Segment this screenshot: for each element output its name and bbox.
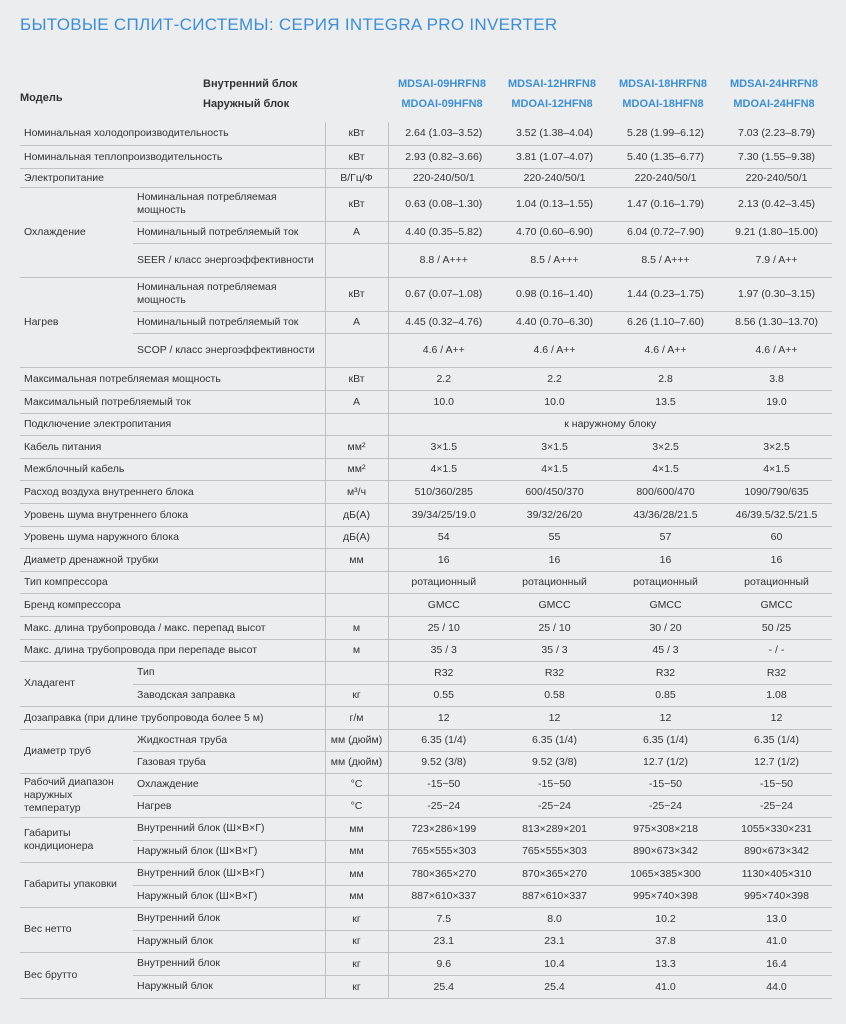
outdoor-model: MDOAI-12HFN8 [511, 98, 593, 110]
row-value: 39/34/25/19.0 [388, 503, 499, 526]
row-unit: мм [325, 862, 388, 885]
row-value: GMCC [388, 593, 499, 616]
table-row [20, 413, 832, 435]
table-row [20, 751, 832, 773]
row-value: 600/450/370 [499, 480, 610, 503]
row-label: Внутренний блок [133, 952, 325, 975]
row-value: 2.2 [499, 367, 610, 390]
row-value: 0.58 [499, 684, 610, 706]
row-value: к наружному блоку [388, 413, 832, 435]
row-label: Внутренний блок [133, 907, 325, 930]
row-label: Наружный блок [133, 975, 325, 998]
row-group-label: Габариты упаковки [20, 862, 133, 907]
row-value: -15~50 [499, 773, 610, 795]
row-value: GMCC [499, 593, 610, 616]
row-value: 4×1.5 [499, 458, 610, 480]
row-value: 3×2.5 [610, 435, 721, 458]
row-value: ротационный [388, 571, 499, 593]
row-value: - / - [721, 639, 832, 661]
table-row [20, 593, 832, 616]
row-value: 220-240/50/1 [388, 168, 499, 187]
row-value: 813×289×201 [499, 817, 610, 840]
row-value: 6.26 (1.10–7.60) [610, 311, 721, 333]
row-value: -25~24 [610, 795, 721, 817]
row-value: 13.5 [610, 390, 721, 413]
row-value: 2.2 [388, 367, 499, 390]
row-unit: мм (дюйм) [325, 751, 388, 773]
row-label: Номинальная холодопроизводительность [20, 122, 325, 145]
row-value: 3.81 (1.07–4.07) [499, 145, 610, 168]
row-group-label: Хладагент [20, 661, 133, 706]
table-row [20, 773, 832, 795]
row-value: 41.0 [721, 930, 832, 952]
row-unit [325, 571, 388, 593]
row-value: 16 [388, 548, 499, 571]
row-value: 57 [610, 526, 721, 548]
row-value: 780×365×270 [388, 862, 499, 885]
row-unit [325, 243, 388, 277]
table-row [20, 435, 832, 458]
outdoor-model: MDOAI-09HFN8 [401, 98, 483, 110]
table-row [20, 311, 832, 333]
row-label: Межблочный кабель [20, 458, 325, 480]
row-value: 44.0 [721, 975, 832, 998]
row-value: 800/600/470 [610, 480, 721, 503]
row-value: 887×610×337 [388, 885, 499, 907]
row-unit: А [325, 390, 388, 413]
row-value: 12 [499, 706, 610, 729]
row-label: Тип [133, 661, 325, 684]
outdoor-model: MDOAI-18HFN8 [622, 98, 704, 110]
row-value: 890×673×342 [721, 840, 832, 862]
row-label: Уровень шума внутреннего блока [20, 503, 325, 526]
row-unit: г/м [325, 706, 388, 729]
indoor-model: MDSAI-12HRFN8 [507, 78, 596, 90]
row-value: 1.08 [721, 684, 832, 706]
row-value: 9.52 (3/8) [388, 751, 499, 773]
table-row [20, 661, 832, 684]
row-value: -25~24 [499, 795, 610, 817]
row-group-label: Вес брутто [20, 952, 133, 998]
row-value: 765×555×303 [499, 840, 610, 862]
row-label: Внутренний блок (Ш×В×Г) [133, 862, 325, 885]
table-row [20, 639, 832, 661]
row-unit: кг [325, 907, 388, 930]
table-row [20, 706, 832, 729]
row-label: Дозаправка (при длине трубопровода более 5 м) [20, 706, 325, 729]
row-value: 1065×385×300 [610, 862, 721, 885]
row-value: 510/360/285 [388, 480, 499, 503]
row-value: 7.9 / A++ [721, 243, 832, 277]
row-unit: В/Гц/Ф [325, 168, 388, 187]
row-value: 2.64 (1.03–3.52) [388, 122, 499, 145]
row-value: 16 [499, 548, 610, 571]
row-value: 5.28 (1.99–6.12) [610, 122, 721, 145]
row-value: 10.0 [388, 390, 499, 413]
row-value: 975×308×218 [610, 817, 721, 840]
row-value: 220-240/50/1 [610, 168, 721, 187]
table-row [20, 684, 832, 706]
row-unit: кг [325, 952, 388, 975]
row-value: 4.6 / A++ [721, 333, 832, 367]
row-value: 37.8 [610, 930, 721, 952]
row-value: 4.45 (0.32–4.76) [388, 311, 499, 333]
row-value: 12 [388, 706, 499, 729]
row-value: 890×673×342 [610, 840, 721, 862]
row-unit: мм² [325, 435, 388, 458]
row-value: 39/32/26/20 [499, 503, 610, 526]
row-unit: кг [325, 930, 388, 952]
table-row [20, 729, 832, 751]
row-value: 4×1.5 [388, 458, 499, 480]
row-value: 1.04 (0.13–1.55) [499, 187, 610, 221]
row-value: ротационный [499, 571, 610, 593]
row-label: Подключение электропитания [20, 413, 325, 435]
row-value: -25~24 [721, 795, 832, 817]
row-label: Номинальная теплопроизводительность [20, 145, 325, 168]
table-row [20, 458, 832, 480]
row-value: 1.97 (0.30–3.15) [721, 277, 832, 311]
row-label: Кабель питания [20, 435, 325, 458]
row-value: 8.8 / A+++ [388, 243, 499, 277]
row-value: 723×286×199 [388, 817, 499, 840]
row-value: -15~50 [388, 773, 499, 795]
table-row [20, 616, 832, 639]
row-value: R32 [610, 661, 721, 684]
page-title: БЫТОВЫЕ СПЛИТ-СИСТЕМЫ: СЕРИЯ INTEGRA PRO INVERTER [20, 15, 558, 34]
row-value: 25.4 [499, 975, 610, 998]
row-value: 6.35 (1/4) [610, 729, 721, 751]
row-value: 43/36/28/21.5 [610, 503, 721, 526]
row-value: 4.40 (0.35–5.82) [388, 221, 499, 243]
row-value: 5.40 (1.35–6.77) [610, 145, 721, 168]
row-value: 0.98 (0.16–1.40) [499, 277, 610, 311]
row-unit: мм² [325, 458, 388, 480]
row-group-label: Охлаждение [20, 187, 133, 277]
row-label: Максимальный потребляемый ток [20, 390, 325, 413]
row-value: 16 [610, 548, 721, 571]
row-unit: кВт [325, 277, 388, 311]
table-row [20, 390, 832, 413]
row-value: R32 [499, 661, 610, 684]
row-value: 995×740×398 [721, 885, 832, 907]
row-group-label: Рабочий диапазон наружных температур [20, 773, 133, 817]
row-unit: м [325, 639, 388, 661]
row-unit: дБ(А) [325, 503, 388, 526]
row-unit: °С [325, 773, 388, 795]
row-value: ротационный [721, 571, 832, 593]
row-label: Уровень шума наружного блока [20, 526, 325, 548]
row-value: 45 / 3 [610, 639, 721, 661]
row-unit: мм [325, 885, 388, 907]
row-value: 35 / 3 [388, 639, 499, 661]
row-value: 4.6 / A++ [499, 333, 610, 367]
row-group-label: Вес нетто [20, 907, 133, 952]
row-unit: А [325, 221, 388, 243]
row-value: 30 / 20 [610, 616, 721, 639]
row-value: 870×365×270 [499, 862, 610, 885]
row-unit [325, 661, 388, 684]
row-value: 2.8 [610, 367, 721, 390]
row-unit: кВт [325, 367, 388, 390]
row-value: 10.0 [499, 390, 610, 413]
row-value: 19.0 [721, 390, 832, 413]
row-value: 35 / 3 [499, 639, 610, 661]
row-value: 3.8 [721, 367, 832, 390]
row-value: 4.40 (0.70–6.30) [499, 311, 610, 333]
row-value: 13.0 [721, 907, 832, 930]
table-row [20, 122, 832, 145]
row-label: Охлаждение [133, 773, 325, 795]
row-value: 9.21 (1.80–15.00) [721, 221, 832, 243]
table-row [20, 840, 832, 862]
row-label: Номинальный потребляемый ток [133, 311, 325, 333]
row-value: 9.52 (3/8) [499, 751, 610, 773]
row-unit: дБ(А) [325, 526, 388, 548]
table-row [20, 952, 832, 975]
row-value: 0.55 [388, 684, 499, 706]
row-unit: кг [325, 684, 388, 706]
row-unit: мм [325, 548, 388, 571]
row-group-label: Диаметр труб [20, 729, 133, 773]
row-value: GMCC [721, 593, 832, 616]
row-value: 10.2 [610, 907, 721, 930]
row-group-label: Нагрев [20, 277, 133, 367]
row-value: 6.04 (0.72–7.90) [610, 221, 721, 243]
row-value: 16 [721, 548, 832, 571]
table-row [20, 817, 832, 840]
table-row [20, 526, 832, 548]
row-value: 6.35 (1/4) [499, 729, 610, 751]
row-value: 0.67 (0.07–1.08) [388, 277, 499, 311]
row-value: 220-240/50/1 [499, 168, 610, 187]
row-label: Номинальная потребляемая мощность [133, 277, 325, 311]
row-value: 4×1.5 [721, 458, 832, 480]
row-value: GMCC [610, 593, 721, 616]
row-value: 23.1 [499, 930, 610, 952]
indoor-model: MDSAI-09HRFN8 [397, 78, 486, 90]
row-value: 16.4 [721, 952, 832, 975]
row-value: 4.70 (0.60–6.90) [499, 221, 610, 243]
row-value: 46/39.5/32.5/21.5 [721, 503, 832, 526]
row-unit: кВт [325, 187, 388, 221]
row-value: 887×610×337 [499, 885, 610, 907]
row-value: 10.4 [499, 952, 610, 975]
table-row [20, 168, 832, 187]
table-row [20, 930, 832, 952]
row-value: 4.6 / A++ [388, 333, 499, 367]
table-row [20, 548, 832, 571]
row-value: 0.85 [610, 684, 721, 706]
row-value: 25 / 10 [499, 616, 610, 639]
table-row [20, 277, 832, 311]
row-label: Наружный блок [133, 930, 325, 952]
row-unit: кВт [325, 145, 388, 168]
row-label: Наружный блок (Ш×В×Г) [133, 885, 325, 907]
row-value: 12.7 (1/2) [721, 751, 832, 773]
row-unit: мм [325, 817, 388, 840]
row-value: 1.44 (0.23–1.75) [610, 277, 721, 311]
row-unit [325, 333, 388, 367]
row-value: 1.47 (0.16–1.79) [610, 187, 721, 221]
row-value: 60 [721, 526, 832, 548]
row-value: 7.5 [388, 907, 499, 930]
row-value: 3×1.5 [499, 435, 610, 458]
table-row [20, 975, 832, 998]
table-row [20, 221, 832, 243]
row-label: SCOP / класс энергоэффективности [133, 333, 325, 367]
row-value: 2.13 (0.42–3.45) [721, 187, 832, 221]
row-label: Макс. длина трубопровода / макс. перепад высот [20, 616, 325, 639]
row-value: 8.0 [499, 907, 610, 930]
row-value: 3.52 (1.38–4.04) [499, 122, 610, 145]
table-row [20, 503, 832, 526]
row-value: -25~24 [388, 795, 499, 817]
row-value: 6.35 (1/4) [388, 729, 499, 751]
indoor-model: MDSAI-18HRFN8 [618, 78, 707, 90]
row-unit: кг [325, 975, 388, 998]
row-value: 1055×330×231 [721, 817, 832, 840]
table-row [20, 187, 832, 221]
row-label: Газовая труба [133, 751, 325, 773]
row-value: 13.3 [610, 952, 721, 975]
row-unit: м³/ч [325, 480, 388, 503]
indoor-model: MDSAI-24HRFN8 [729, 78, 818, 90]
table-row [20, 367, 832, 390]
row-label: Диаметр дренажной трубки [20, 548, 325, 571]
row-value: 995×740×398 [610, 885, 721, 907]
row-unit: кВт [325, 122, 388, 145]
row-unit: мм [325, 840, 388, 862]
row-value: 4×1.5 [610, 458, 721, 480]
row-value: 765×555×303 [388, 840, 499, 862]
table-row [20, 885, 832, 907]
row-value: R32 [388, 661, 499, 684]
row-value: 8.5 / A+++ [610, 243, 721, 277]
row-value: 12 [610, 706, 721, 729]
row-value: 0.63 (0.08–1.30) [388, 187, 499, 221]
spec-table [20, 122, 832, 999]
row-value: 54 [388, 526, 499, 548]
row-value: 12.7 (1/2) [610, 751, 721, 773]
table-row [20, 243, 832, 277]
table-row [20, 480, 832, 503]
table-row [20, 795, 832, 817]
row-label: Макс. длина трубопровода при перепаде высот [20, 639, 325, 661]
row-unit: °С [325, 795, 388, 817]
row-value: 3×2.5 [721, 435, 832, 458]
row-label: Номинальный потребляемый ток [133, 221, 325, 243]
row-group-label: Габариты кондиционера [20, 817, 133, 862]
row-label: Наружный блок (Ш×В×Г) [133, 840, 325, 862]
indoor-label: Внутренний блок [203, 78, 298, 90]
row-value: 220-240/50/1 [721, 168, 832, 187]
row-value: R32 [721, 661, 832, 684]
row-label: Жидкостная труба [133, 729, 325, 751]
row-label: Расход воздуха внутреннего блока [20, 480, 325, 503]
row-label: Максимальная потребляемая мощность [20, 367, 325, 390]
row-value: 23.1 [388, 930, 499, 952]
row-label: Бренд компрессора [20, 593, 325, 616]
row-value: 1090/790/635 [721, 480, 832, 503]
row-label: Заводская заправка [133, 684, 325, 706]
row-value: 3×1.5 [388, 435, 499, 458]
row-value: -15~50 [610, 773, 721, 795]
row-value: 7.30 (1.55–9.38) [721, 145, 832, 168]
row-label: Внутренний блок (Ш×В×Г) [133, 817, 325, 840]
row-value: 8.56 (1.30–13.70) [721, 311, 832, 333]
outdoor-model: MDOAI-24HFN8 [733, 98, 815, 110]
row-label: SEER / класс энергоэффективности [133, 243, 325, 277]
row-unit [325, 413, 388, 435]
row-value: -15~50 [721, 773, 832, 795]
table-row [20, 907, 832, 930]
row-value: 25 / 10 [388, 616, 499, 639]
row-value: 9.6 [388, 952, 499, 975]
row-value: 4.6 / A++ [610, 333, 721, 367]
row-label: Тип компрессора [20, 571, 325, 593]
row-value: 50 /25 [721, 616, 832, 639]
row-unit: мм (дюйм) [325, 729, 388, 751]
row-value: 12 [721, 706, 832, 729]
table-row [20, 333, 832, 367]
row-value: 55 [499, 526, 610, 548]
row-value: 1130×405×310 [721, 862, 832, 885]
row-label: Номинальная потребляемая мощность [133, 187, 325, 221]
table-row [20, 571, 832, 593]
row-value: 2.93 (0.82–3.66) [388, 145, 499, 168]
row-label: Нагрев [133, 795, 325, 817]
row-value: 7.03 (2.23–8.79) [721, 122, 832, 145]
row-value: 41.0 [610, 975, 721, 998]
table-row [20, 862, 832, 885]
row-value: 25.4 [388, 975, 499, 998]
row-unit: м [325, 616, 388, 639]
outdoor-label: Наружный блок [203, 98, 290, 110]
table-row [20, 145, 832, 168]
row-value: 6.35 (1/4) [721, 729, 832, 751]
row-label: Электропитание [20, 168, 325, 187]
row-unit [325, 593, 388, 616]
row-value: 8.5 / A+++ [499, 243, 610, 277]
row-value: ротационный [610, 571, 721, 593]
model-label: Модель [20, 92, 63, 104]
row-unit: А [325, 311, 388, 333]
